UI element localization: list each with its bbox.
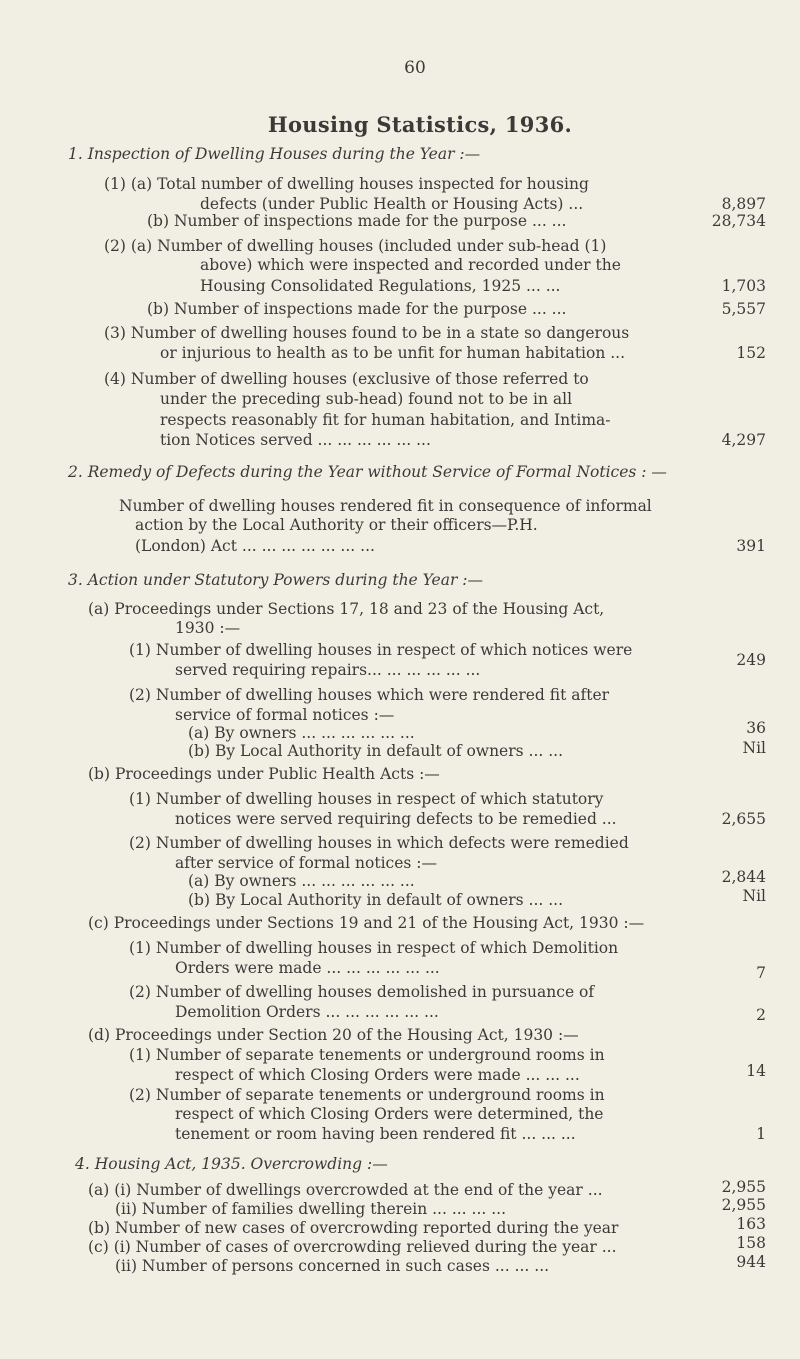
section-3d2-line1: (2) Number of separate tenements or underground rooms in — [129, 1086, 605, 1104]
item-3-line2: or injurious to health as to be unfit for human habitation ... — [160, 344, 626, 362]
section-3b2b-value: Nil — [742, 887, 766, 905]
section-2-line1: Number of dwelling houses rendered fit in consequence of informal — [119, 497, 652, 515]
section-3c-line1: (c) Proceedings under Sections 19 and 21 of the Housing Act, 1930 :— — [88, 914, 645, 932]
section-3a1-line1: (1) Number of dwelling houses in respect of which notices were — [129, 641, 633, 659]
item-1a-line2: defects (under Public Health or Housing Acts) ... — [200, 195, 584, 213]
section-3b2-line2: after service of formal notices :— — [175, 854, 438, 872]
section-3c1-value: 7 — [756, 964, 766, 982]
section-3b1-line1: (1) Number of dwelling houses in respect of which statutory — [129, 790, 604, 808]
section-3b1-value: 2,655 — [721, 810, 766, 828]
item-4-line3: respects reasonably fit for human habitation, and Intima- — [160, 411, 611, 429]
item-4-line2: under the preceding sub-head) found not to be in all — [160, 390, 573, 408]
section-3c2-line2: Demolition Orders ... ... ... ... ... ... — [175, 1003, 439, 1021]
section-3c2-value: 2 — [756, 1006, 766, 1024]
section-3d1-line1: (1) Number of separate tenements or underground rooms in — [129, 1046, 605, 1064]
page-title: Housing Statistics, 1936. — [267, 112, 573, 137]
item-1b-value: 28,734 — [711, 212, 766, 230]
item-3-value: 152 — [736, 344, 766, 362]
section-2-value: 391 — [736, 537, 766, 555]
section-3d2-line2: respect of which Closing Orders were determined, the — [175, 1105, 604, 1123]
section-4b-value: 163 — [736, 1215, 766, 1233]
section-3a2a-line: (a) By owners ... ... ... ... ... ... — [188, 724, 415, 742]
section-3b2a-value: 2,844 — [721, 868, 766, 886]
item-4-line1: (4) Number of dwelling houses (exclusive of those referred to — [104, 370, 589, 388]
section-4a-ii-line: (ii) Number of families dwelling therein ... ... ... ... — [115, 1200, 507, 1218]
section-3a1-line2: served requiring repairs... ... ... ... ... ... — [175, 661, 481, 679]
item-1a-value: 8,897 — [721, 195, 766, 213]
item-2a-line3: Housing Consolidated Regulations, 1925 ... ... — [200, 277, 561, 295]
section-3d2-line3: tenement or room having been rendered fit ... ... ... — [175, 1125, 576, 1143]
section-3a-line1: (a) Proceedings under Sections 17, 18 and 23 of the Housing Act, — [88, 600, 605, 618]
section-3b1-line2: notices were served requiring defects to be remedied ... — [175, 810, 617, 828]
section-3a-line2: 1930 :— — [175, 619, 241, 637]
section-3b-line1: (b) Proceedings under Public Health Acts :— — [88, 765, 440, 783]
item-4-value: 4,297 — [721, 431, 766, 449]
section-2-line2: action by the Local Authority or their officers—P.H. — [135, 516, 538, 534]
section-3d-line1: (d) Proceedings under Section 20 of the Housing Act, 1930 :— — [88, 1026, 579, 1044]
item-1a-line1: (1) (a) Total number of dwelling houses inspected for housing — [104, 175, 589, 193]
section-4c-ii-value: 944 — [736, 1253, 766, 1271]
section-4-heading: 4. Housing Act, 1935. Overcrowding :— — [75, 1155, 388, 1173]
section-4c-i-value: 158 — [736, 1234, 766, 1252]
section-3c1-line2: Orders were made ... ... ... ... ... ... — [175, 959, 440, 977]
section-4c-i-line: (c) (i) Number of cases of overcrowding relieved during the year ... — [88, 1238, 617, 1256]
section-4a-i-line: (a) (i) Number of dwellings overcrowded at the end of the year ... — [88, 1181, 603, 1199]
item-4-line4: tion Notices served ... ... ... ... ... ... — [160, 431, 431, 449]
section-4a-i-value: 2,955 — [721, 1178, 766, 1196]
item-2a-line2: above) which were inspected and recorded under the — [200, 256, 621, 274]
section-3c1-line1: (1) Number of dwelling houses in respect of which Demolition — [129, 939, 619, 957]
section-4a-ii-value: 2,955 — [721, 1196, 766, 1214]
section-1-heading: 1. Inspection of Dwelling Houses during the Year :— — [68, 145, 481, 163]
section-4c-ii-line: (ii) Number of persons concerned in such cases ... ... ... — [115, 1257, 550, 1275]
section-3b2a-line: (a) By owners ... ... ... ... ... ... — [188, 872, 415, 890]
section-3a2b-line: (b) By Local Authority in default of owners ... ... — [188, 742, 564, 760]
section-4b-line: (b) Number of new cases of overcrowding reported during the year — [88, 1219, 619, 1237]
section-3b2b-line: (b) By Local Authority in default of owners ... ... — [188, 891, 564, 909]
section-3a1-value: 249 — [736, 651, 766, 669]
item-2b-value: 5,557 — [721, 300, 766, 318]
item-1b-line1: (b) Number of inspections made for the purpose ... ... — [147, 212, 567, 230]
section-3d1-line2: respect of which Closing Orders were made ... ... ... — [175, 1066, 580, 1084]
item-2a-line1: (2) (a) Number of dwelling houses (included under sub-head (1) — [104, 237, 607, 255]
section-2-heading: 2. Remedy of Defects during the Year without Service of Formal Notices : — — [68, 463, 667, 481]
section-2-line3: (London) Act ... ... ... ... ... ... ... — [135, 537, 375, 555]
item-3-line1: (3) Number of dwelling houses found to be in a state so dangerous — [104, 324, 630, 342]
item-2a-value: 1,703 — [721, 277, 766, 295]
page-number: 60 — [404, 58, 426, 78]
section-3c2-line1: (2) Number of dwelling houses demolished in pursuance of — [129, 983, 595, 1001]
section-3a2a-value: 36 — [746, 719, 766, 737]
section-3-heading: 3. Action under Statutory Powers during the Year :— — [68, 571, 484, 589]
section-3d2-value: 1 — [756, 1125, 766, 1143]
section-3a2b-value: Nil — [742, 739, 766, 757]
section-3a2-line1: (2) Number of dwelling houses which were rendered fit after — [129, 686, 610, 704]
item-2b-line1: (b) Number of inspections made for the purpose ... ... — [147, 300, 567, 318]
section-3b2-line1: (2) Number of dwelling houses in which defects were remedied — [129, 834, 629, 852]
section-3d1-value: 14 — [746, 1062, 766, 1080]
section-3a2-line2: service of formal notices :— — [175, 706, 395, 724]
